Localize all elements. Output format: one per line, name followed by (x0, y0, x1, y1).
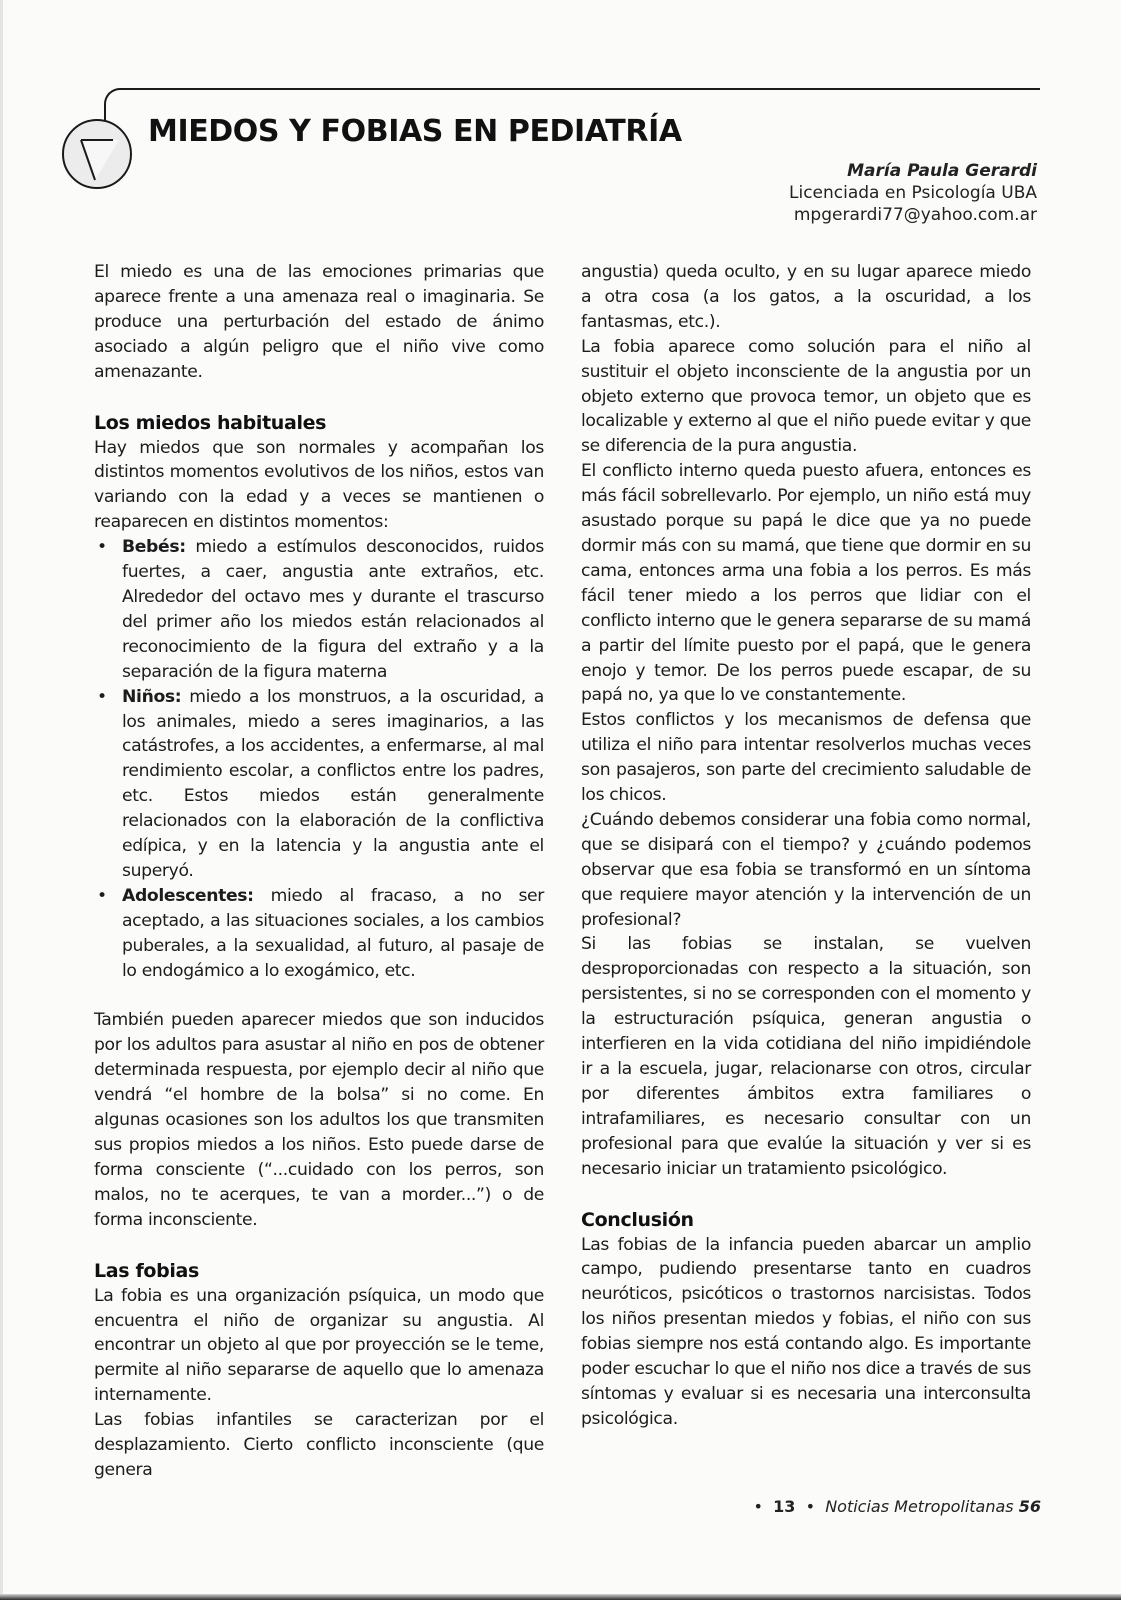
fears-by-age-list (94, 535, 544, 983)
list-item-text: miedo a los monstruos, a la oscuridad, a los animales, miedo a seres imaginarios, a las catástrofes, a los accidentes, a enfermarse, al mal rendimiento escolar, a conflictos entre los padres, etc. Estos miedos están generalmente relacionados con la elaboración de la conflictiva edípica, y en la latencia y la angustia ante el superyó. (122, 686, 544, 881)
bullet-icon: • (97, 686, 107, 707)
paragraph: ¿Cuándo debemos considerar una fobia como normal, que se disipará con el tiempo? y ¿cuándo podemos observar que esa fobia se transformó en un síntoma que requiere mayor atención y la intervención de un profesional? (581, 809, 1031, 930)
list-item-label: Bebés: (122, 537, 186, 558)
intro-paragraph: El miedo es una de las emociones primarias que aparece frente a una amenaza real o imaginaria. Se produce una perturbación del estado de ánimo asociado a algún peligro que el niño vive como amenazante. (94, 262, 544, 382)
paragraph: La fobia aparece como solución para el niño al sustituir el objeto inconsciente de la angustia por un objeto externo que provoca temor, un objeto que es localizable y externo al que el niño puede evitar y que se diferencia de la pura angustia. (581, 336, 1031, 457)
bullet-icon: • (97, 537, 107, 558)
paragraph: El conflicto interno queda puesto afuera, entonces es más fácil sobrellevarlo. Por ejemplo, un niño está muy asustado porque su papá le dice que ya no puede dormir más con su mamá, que tiene que dormir en su cama, entonces arma una fobia a los perros. Es más fácil tener miedo a los perros que lidiar con el conflicto interno que le genera separarse de su mamá a partir del límite puesto por el papá, que le genera enojo y temor. De los perros puede escapar, de su papá no, ya que lo ve constantemente. (581, 461, 1031, 706)
list-item-text: miedo al fracaso, a no ser aceptado, a las situaciones sociales, a los cambios puberales, a la sexualidad, al futuro, al pasaje de lo endogámico a lo exogámico, etc. (122, 885, 544, 981)
induced-fears-paragraph: También pueden aparecer miedos que son inducidos por los adultos para asustar al niño en pos de obtener determinada respuesta, por ejemplo decir al niño que vendrá “el hombre de la bolsa” si no come. En algunas ocasiones son los adultos los que transmiten sus propios miedos a los niños. Esto puede darse de forma consciente (“...cuidado con los perros, son malos, no te acerques, te van a morder...”) o de forma inconsciente. (94, 1010, 544, 1230)
list-item-label: Adolescentes: (122, 885, 254, 906)
section-heading-miedos-habituales: Los miedos habituales (94, 411, 327, 434)
section-heading-conclusion: Conclusión (581, 1208, 694, 1231)
bullet-icon: • (753, 1497, 763, 1516)
paragraph: Estos conflictos y los mecanismos de defensa que utiliza el niño para intentar resolverlos muchas veces son pasajeros, son parte del crecimiento saludable de los chicos. (581, 710, 1031, 806)
author-email: mpgerardi77@yahoo.com.ar (793, 205, 1037, 225)
section-paragraph: La fobia es una organización psíquica, un modo que encuentra el niño de organizar su angustia. Al encontrar un objeto al que por proyección se le teme, permite al niño separarse de aquello que lo amenaza internamente. (94, 1285, 544, 1406)
list-item (94, 685, 544, 884)
bullet-icon: • (805, 1497, 816, 1516)
section-paragraph: Las fobias infantiles se caracterizan por el desplazamiento. Cierto conflicto inconsciente (que genera (94, 1410, 544, 1480)
list-item (94, 884, 544, 984)
page-number: 13 (773, 1497, 796, 1516)
article-title: MIEDOS Y FOBIAS EN PEDIATRÍA (148, 114, 682, 149)
right-column (581, 260, 1031, 1432)
magazine-name: Noticias Metropolitanas (825, 1497, 1014, 1516)
page-edge-bottom (0, 1594, 1121, 1600)
left-column (94, 260, 544, 1483)
section-heading-las-fobias: Las fobias (94, 1259, 199, 1282)
author-name: María Paula Gerardi (847, 161, 1037, 181)
paragraph: angustia) queda oculto, y en su lugar aparece miedo a otra cosa (a los gatos, a la oscuridad, a los fantasmas, etc.). (581, 262, 1031, 332)
list-item (94, 535, 544, 684)
issue-number: 56 (1018, 1497, 1041, 1516)
page-footer (754, 1497, 1041, 1516)
paragraph: Si las fobias se instalan, se vuelven desproporcionadas con respecto a la situación, son persistentes, si no se corresponden con el momento y la estructuración psíquica, generan angustia o interfieren en la vida cotidiana del niño impidiéndole ir a la escuela, jugar, relacionarse con otros, circular por diferentes ámbitos extra familiares o intrafamiliares, es necesario consultar con un profesional para que evalúe la situación y ver si es necesario iniciar un tratamiento psicológico. (581, 934, 1031, 1179)
page-edge-left (0, 0, 3, 1600)
list-item-text: miedo a estímulos desconocidos, ruidos fuertes, a caer, angustia ante extraños, etc. Alrededor del octavo mes y durante el trascurso del primer año los miedos están relacionados al reconocimiento de la figura del extraño y a la separación de la figura materna (122, 537, 544, 682)
author-block (789, 160, 1037, 226)
bullet-icon: • (97, 885, 107, 906)
conclusion-paragraph: Las fobias de la infancia pueden abarcar un amplio campo, pudiendo presentarse tanto en cuadros neuróticos, psicóticos o trastornos narcisistas. Todos los niños presentan miedos y fobias, el niño con sus fobias siempre nos está contando algo. Es importante poder escuchar lo que el niño nos dice a través de sus síntomas y evaluar si es necesaria una interconsulta psicológica. (581, 1234, 1032, 1429)
circle-triangle-logo-icon (61, 118, 133, 190)
author-credential: Licenciada en Psicología UBA (789, 183, 1037, 203)
section-paragraph: Hay miedos que son normales y acompañan los distintos momentos evolutivos de los niños, estos van variando con la edad y a veces se mantienen o reaparecen en distintos momentos: (94, 437, 544, 533)
list-item-label: Niños: (122, 686, 182, 707)
